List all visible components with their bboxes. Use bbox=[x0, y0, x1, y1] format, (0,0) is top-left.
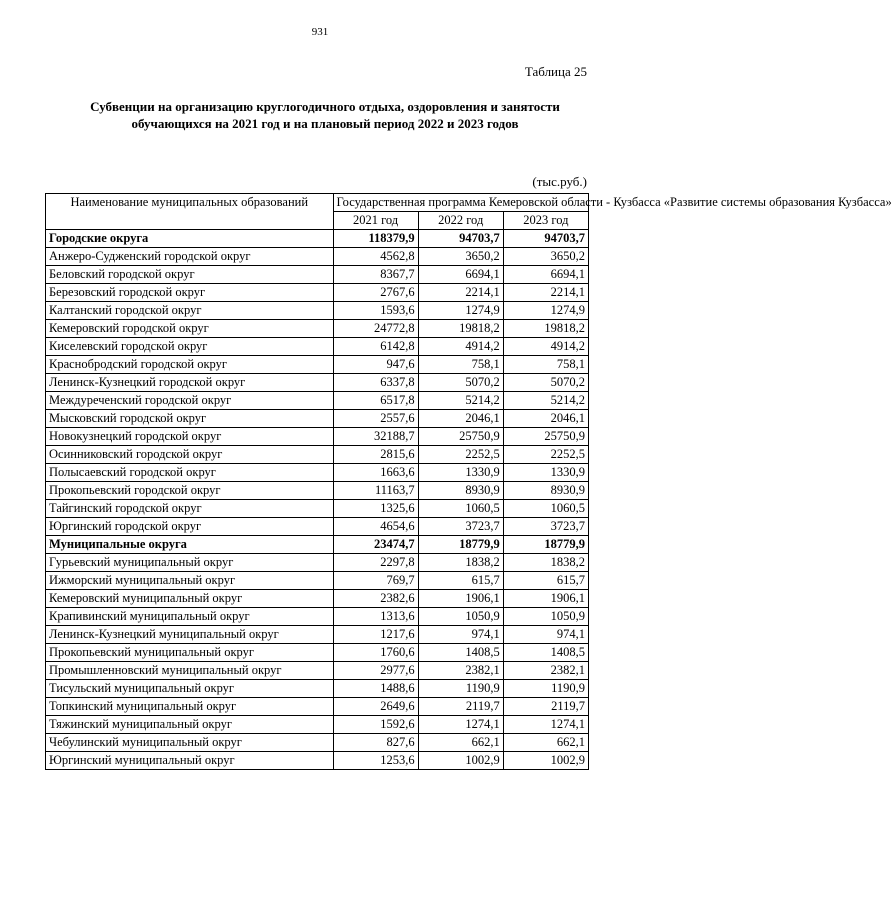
value-2021: 2767,6 bbox=[333, 284, 418, 302]
column-header-program: Государственная программа Кемеровской области - Кузбасса «Развитие системы образования Кузбасса» bbox=[333, 194, 589, 212]
value-2023: 2214,1 bbox=[503, 284, 588, 302]
title-line-1: Субвенции на организацию круглогодичного отдыха, оздоровления и занятости bbox=[90, 99, 560, 114]
value-2022: 25750,9 bbox=[418, 428, 503, 446]
table-row bbox=[46, 572, 589, 590]
value-2023: 2382,1 bbox=[503, 662, 588, 680]
table-row bbox=[46, 626, 589, 644]
table-row bbox=[46, 500, 589, 518]
municipality-name: Мысковский городской округ bbox=[46, 410, 334, 428]
table-row bbox=[46, 752, 589, 770]
value-2021: 24772,8 bbox=[333, 320, 418, 338]
value-2023: 3650,2 bbox=[503, 248, 588, 266]
value-2022: 1330,9 bbox=[418, 464, 503, 482]
table-row bbox=[46, 554, 589, 572]
column-header-2022: 2022 год bbox=[418, 212, 503, 230]
value-2021: 769,7 bbox=[333, 572, 418, 590]
value-2023: 1330,9 bbox=[503, 464, 588, 482]
value-2023: 2252,5 bbox=[503, 446, 588, 464]
value-2023: 25750,9 bbox=[503, 428, 588, 446]
table-row bbox=[46, 734, 589, 752]
value-2022: 1274,9 bbox=[418, 302, 503, 320]
value-2023: 1838,2 bbox=[503, 554, 588, 572]
value-2021: 2297,8 bbox=[333, 554, 418, 572]
municipality-name: Анжеро-Судженский городской округ bbox=[46, 248, 334, 266]
value-2022: 1060,5 bbox=[418, 500, 503, 518]
title-line-2: обучающихся на 2021 год и на плановый период 2022 и 2023 годов bbox=[131, 116, 519, 131]
value-2023: 615,7 bbox=[503, 572, 588, 590]
value-2021: 1217,6 bbox=[333, 626, 418, 644]
value-2021: 8367,7 bbox=[333, 266, 418, 284]
municipality-name: Крапивинский муниципальный округ bbox=[46, 608, 334, 626]
municipality-name: Ленинск-Кузнецкий городской округ bbox=[46, 374, 334, 392]
value-2022: 5070,2 bbox=[418, 374, 503, 392]
value-2022: 19818,2 bbox=[418, 320, 503, 338]
table-row bbox=[46, 392, 589, 410]
value-2022: 1002,9 bbox=[418, 752, 503, 770]
value-2022: 94703,7 bbox=[418, 230, 503, 248]
value-2022: 4914,2 bbox=[418, 338, 503, 356]
value-2022: 1408,5 bbox=[418, 644, 503, 662]
value-2021: 1488,6 bbox=[333, 680, 418, 698]
value-2023: 662,1 bbox=[503, 734, 588, 752]
value-2021: 2977,6 bbox=[333, 662, 418, 680]
table-row bbox=[46, 644, 589, 662]
table-row bbox=[46, 374, 589, 392]
value-2021: 827,6 bbox=[333, 734, 418, 752]
table-row bbox=[46, 518, 589, 536]
column-header-2023: 2023 год bbox=[503, 212, 588, 230]
value-2021: 2382,6 bbox=[333, 590, 418, 608]
value-2023: 2046,1 bbox=[503, 410, 588, 428]
value-2022: 974,1 bbox=[418, 626, 503, 644]
value-2022: 3723,7 bbox=[418, 518, 503, 536]
table-row bbox=[46, 482, 589, 500]
municipality-name: Прокопьевский муниципальный округ bbox=[46, 644, 334, 662]
value-2022: 8930,9 bbox=[418, 482, 503, 500]
value-2023: 94703,7 bbox=[503, 230, 588, 248]
municipality-name: Кемеровский городской округ bbox=[46, 320, 334, 338]
value-2021: 1253,6 bbox=[333, 752, 418, 770]
municipality-name: Ленинск-Кузнецкий муниципальный округ bbox=[46, 626, 334, 644]
municipality-name: Полысаевский городской округ bbox=[46, 464, 334, 482]
value-2022: 2252,5 bbox=[418, 446, 503, 464]
value-2021: 23474,7 bbox=[333, 536, 418, 554]
value-2021: 4654,6 bbox=[333, 518, 418, 536]
value-2023: 974,1 bbox=[503, 626, 588, 644]
value-2021: 2815,6 bbox=[333, 446, 418, 464]
value-2022: 1190,9 bbox=[418, 680, 503, 698]
value-2022: 5214,2 bbox=[418, 392, 503, 410]
document-title bbox=[40, 98, 610, 132]
value-2021: 118379,9 bbox=[333, 230, 418, 248]
municipality-name: Тяжинский муниципальный округ bbox=[46, 716, 334, 734]
table-group-row bbox=[46, 230, 589, 248]
municipality-name: Тайгинский городской округ bbox=[46, 500, 334, 518]
value-2021: 1663,6 bbox=[333, 464, 418, 482]
table-group-row bbox=[46, 536, 589, 554]
value-2021: 6517,8 bbox=[333, 392, 418, 410]
table-row bbox=[46, 446, 589, 464]
municipality-name: Прокопьевский городской округ bbox=[46, 482, 334, 500]
municipality-name: Юргинский городской округ bbox=[46, 518, 334, 536]
municipality-name: Осинниковский городской округ bbox=[46, 446, 334, 464]
municipality-name: Калтанский городской округ bbox=[46, 302, 334, 320]
table-label: Таблица 25 bbox=[524, 64, 587, 79]
municipality-name: Городские округа bbox=[46, 230, 334, 248]
value-2023: 1002,9 bbox=[503, 752, 588, 770]
value-2021: 1593,6 bbox=[333, 302, 418, 320]
page-number: 931 bbox=[311, 26, 329, 38]
table-row bbox=[46, 266, 589, 284]
municipality-name: Краснобродский городской округ bbox=[46, 356, 334, 374]
value-2022: 3650,2 bbox=[418, 248, 503, 266]
subsidy-table bbox=[45, 193, 892, 770]
value-2022: 615,7 bbox=[418, 572, 503, 590]
table-row bbox=[46, 428, 589, 446]
units-label: (тыс.руб.) bbox=[532, 174, 587, 189]
value-2022: 1838,2 bbox=[418, 554, 503, 572]
municipality-name: Муниципальные округа bbox=[46, 536, 334, 554]
value-2021: 1325,6 bbox=[333, 500, 418, 518]
value-2022: 2214,1 bbox=[418, 284, 503, 302]
value-2022: 2046,1 bbox=[418, 410, 503, 428]
value-2021: 4562,8 bbox=[333, 248, 418, 266]
value-2023: 6694,1 bbox=[503, 266, 588, 284]
table-row bbox=[46, 302, 589, 320]
value-2023: 19818,2 bbox=[503, 320, 588, 338]
value-2022: 2119,7 bbox=[418, 698, 503, 716]
table-body bbox=[46, 230, 589, 770]
value-2022: 6694,1 bbox=[418, 266, 503, 284]
value-2021: 6337,8 bbox=[333, 374, 418, 392]
table-row bbox=[46, 464, 589, 482]
table-row bbox=[46, 356, 589, 374]
municipality-name: Киселевский городской округ bbox=[46, 338, 334, 356]
table-row bbox=[46, 716, 589, 734]
value-2023: 1906,1 bbox=[503, 590, 588, 608]
value-2023: 8930,9 bbox=[503, 482, 588, 500]
table-row bbox=[46, 608, 589, 626]
value-2021: 1313,6 bbox=[333, 608, 418, 626]
value-2021: 947,6 bbox=[333, 356, 418, 374]
municipality-name: Топкинский муниципальный округ bbox=[46, 698, 334, 716]
table-row bbox=[46, 410, 589, 428]
value-2022: 1274,1 bbox=[418, 716, 503, 734]
table-header bbox=[46, 194, 892, 230]
municipality-name: Новокузнецкий городской округ bbox=[46, 428, 334, 446]
table-row bbox=[46, 284, 589, 302]
value-2022: 662,1 bbox=[418, 734, 503, 752]
value-2022: 2382,1 bbox=[418, 662, 503, 680]
value-2021: 6142,8 bbox=[333, 338, 418, 356]
value-2022: 1906,1 bbox=[418, 590, 503, 608]
municipality-name: Междуреченский городской округ bbox=[46, 392, 334, 410]
value-2023: 2119,7 bbox=[503, 698, 588, 716]
value-2021: 1760,6 bbox=[333, 644, 418, 662]
value-2022: 1050,9 bbox=[418, 608, 503, 626]
column-header-name: Наименование муниципальных образований bbox=[46, 194, 334, 230]
table-row bbox=[46, 320, 589, 338]
value-2023: 5214,2 bbox=[503, 392, 588, 410]
value-2022: 758,1 bbox=[418, 356, 503, 374]
value-2023: 3723,7 bbox=[503, 518, 588, 536]
value-2023: 1274,9 bbox=[503, 302, 588, 320]
municipality-name: Березовский городской округ bbox=[46, 284, 334, 302]
column-header-2021: 2021 год bbox=[333, 212, 418, 230]
table-row bbox=[46, 590, 589, 608]
value-2023: 758,1 bbox=[503, 356, 588, 374]
table-row bbox=[46, 698, 589, 716]
municipality-name: Гурьевский муниципальный округ bbox=[46, 554, 334, 572]
value-2023: 1050,9 bbox=[503, 608, 588, 626]
value-2023: 1190,9 bbox=[503, 680, 588, 698]
municipality-name: Кемеровский муниципальный округ bbox=[46, 590, 334, 608]
value-2023: 1274,1 bbox=[503, 716, 588, 734]
value-2023: 5070,2 bbox=[503, 374, 588, 392]
municipality-name: Чебулинский муниципальный округ bbox=[46, 734, 334, 752]
value-2021: 32188,7 bbox=[333, 428, 418, 446]
value-2021: 11163,7 bbox=[333, 482, 418, 500]
table-row bbox=[46, 662, 589, 680]
value-2023: 18779,9 bbox=[503, 536, 588, 554]
municipality-name: Промышленновский муниципальный округ bbox=[46, 662, 334, 680]
value-2022: 18779,9 bbox=[418, 536, 503, 554]
value-2021: 2557,6 bbox=[333, 410, 418, 428]
value-2023: 1408,5 bbox=[503, 644, 588, 662]
municipality-name: Беловский городской округ bbox=[46, 266, 334, 284]
value-2023: 1060,5 bbox=[503, 500, 588, 518]
value-2021: 2649,6 bbox=[333, 698, 418, 716]
table-row bbox=[46, 680, 589, 698]
table-row bbox=[46, 338, 589, 356]
table-row bbox=[46, 248, 589, 266]
municipality-name: Ижморский муниципальный округ bbox=[46, 572, 334, 590]
value-2021: 1592,6 bbox=[333, 716, 418, 734]
value-2023: 4914,2 bbox=[503, 338, 588, 356]
municipality-name: Тисульский муниципальный округ bbox=[46, 680, 334, 698]
municipality-name: Юргинский муниципальный округ bbox=[46, 752, 334, 770]
